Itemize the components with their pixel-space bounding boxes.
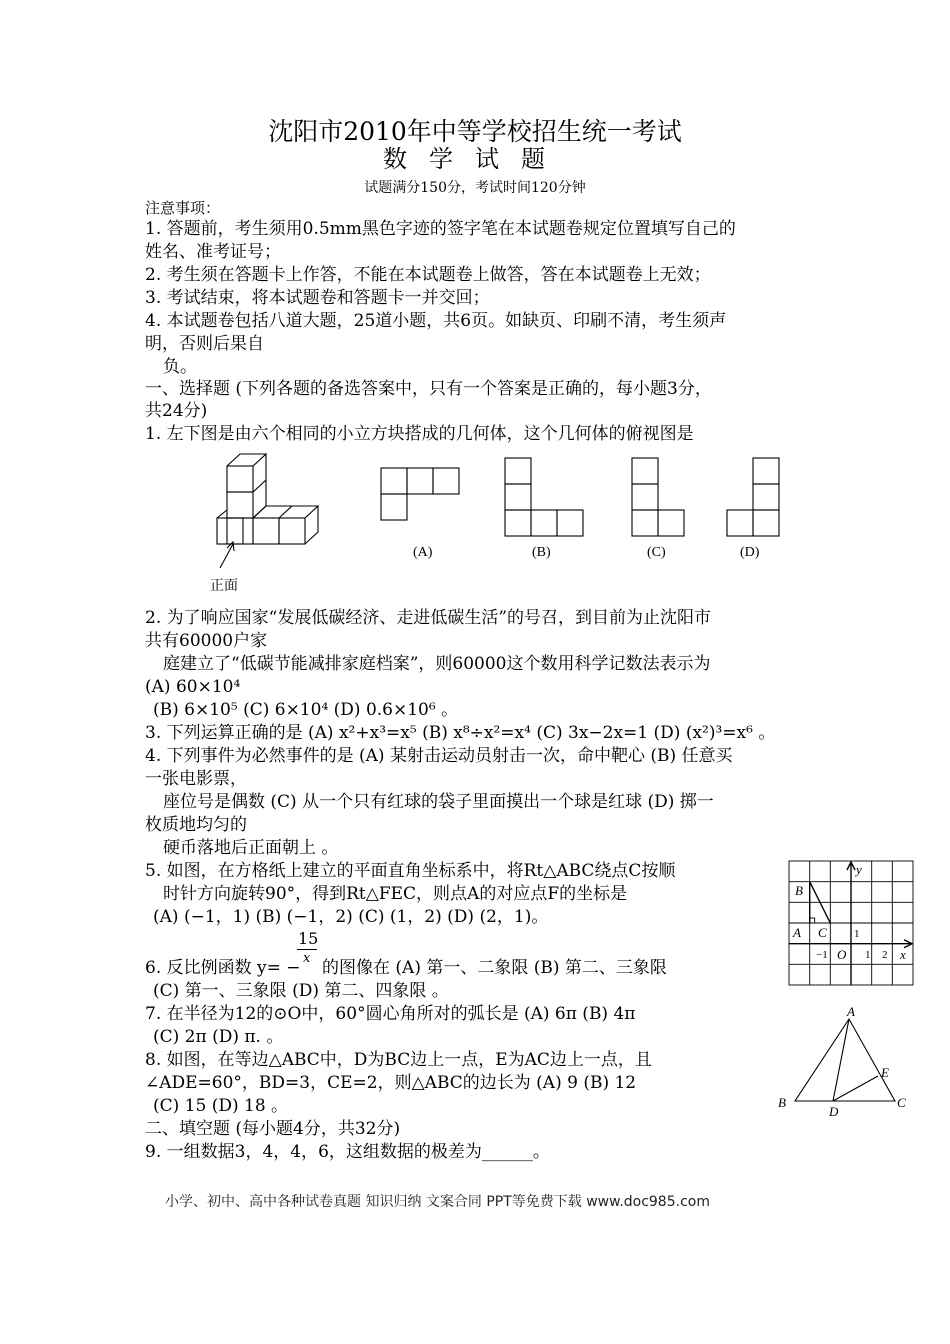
- q7-line: (C) 2π (D) π. 。: [153, 1027, 284, 1047]
- q5-tick-label: 1: [854, 928, 860, 940]
- q1-option-c-label: (C): [647, 545, 666, 560]
- q5-line: (A) (−1，1) (B) (−1，2) (C) (1，2) (D) (2，1)。: [153, 907, 549, 927]
- q8-line: ∠ADE=60°，BD=3，CE=2，则△ABC的边长为 (A) 9 (B) 12: [145, 1073, 637, 1093]
- q4-line: 硬币落地后正面朝上 。: [163, 838, 339, 858]
- q5-tick-label: 2: [882, 949, 888, 961]
- q5-point-b-label: B: [795, 883, 803, 898]
- q1-option-b-label: (B): [532, 545, 551, 560]
- q5-axis-y-label: y: [856, 862, 862, 877]
- q1-option-d: [727, 458, 779, 536]
- q4-line: 座位号是偶数 (C) 从一个只有红球的袋子里面摸出一个球是红球 (D) 掷一: [163, 792, 714, 812]
- exam-title: 沈阳市2010年中等学校招生统一考试: [268, 117, 682, 146]
- notice-line: 4. 本试题卷包括八道大题，25道小题，共6页。如缺页、印刷不清，考生须声: [145, 311, 727, 331]
- notice-line: 姓名、准考证号；: [145, 242, 281, 262]
- q5-tick-label: −1: [816, 949, 828, 961]
- q9-text: 9. 一组数据3，4，4，6，这组数据的极差为______。: [145, 1142, 550, 1162]
- q8-point-a-label: A: [847, 1004, 855, 1019]
- notice-line: 3. 考试结束，将本试题卷和答题卡一并交回；: [145, 288, 490, 308]
- q2-line: (B) 6×10⁵ (C) 6×10⁴ (D) 0.6×10⁶ 。: [153, 700, 459, 720]
- q5-origin-label: O: [837, 947, 847, 962]
- q8-point-d-label: D: [829, 1104, 839, 1119]
- q6-line: 的图像在 (A) 第一、二象限 (B) 第二、三象限: [322, 958, 667, 978]
- q2-line: 共有60000户家: [145, 631, 268, 651]
- q8-point-e-label: E: [881, 1065, 889, 1080]
- q1-solid-figure: [217, 454, 318, 568]
- q1-option-d-label: (D): [740, 545, 760, 560]
- q5-point-c-label: C: [818, 925, 827, 940]
- notice-line: 明，否则后果自: [145, 334, 264, 354]
- q5-point-a-label: A: [793, 925, 801, 940]
- q1-option-c: [632, 458, 684, 536]
- q8-line: (C) 15 (D) 18 。: [153, 1096, 289, 1116]
- q6-line: 6. 反比例函数 y= −: [145, 958, 301, 978]
- q1-text: 1. 左下图是由六个相同的小立方块搭成的几何体，这个几何体的俯视图是: [145, 424, 694, 444]
- q2-line: 2. 为了响应国家“发展低碳经济、走进低碳生活”的号召，到目前为止沈阳市: [145, 608, 712, 628]
- q6-fraction-numerator: 15: [298, 929, 319, 948]
- q4-line: 枚质地均匀的: [145, 815, 247, 835]
- q4-line: 4. 下列事件为必然事件的是 (A) 某射击运动员射击一次，命中靶心 (B) 任意买: [145, 746, 733, 766]
- exam-note: 试题满分150分，考试时间120分钟: [364, 180, 586, 196]
- q6-line: (C) 第一、三象限 (D) 第二、四象限 。: [153, 981, 449, 1001]
- q1-front-label: 正面: [210, 578, 238, 594]
- q5-line: 5. 如图，在方格纸上建立的平面直角坐标系中，将Rt△ABC绕点C按顺: [145, 861, 676, 881]
- notice-heading: 注意事项：: [145, 199, 221, 217]
- section1-heading: 一、选择题 (下列各题的备选答案中，只有一个答案是正确的，每小题3分，: [145, 379, 712, 399]
- notice-line: 2. 考生须在答题卡上作答，不能在本试题卷上做答，答在本试题卷上无效；: [145, 265, 711, 285]
- q1-option-a: [381, 468, 459, 520]
- q8-line: 8. 如图，在等边△ABC中，D为BC边上一点，E为AC边上一点，且: [145, 1050, 652, 1070]
- q8-triangle-figure: [775, 1004, 915, 1124]
- q6-fraction-denominator: x: [303, 951, 311, 966]
- q5-axis-x-label: x: [900, 947, 906, 962]
- notice-line: 1. 答题前，考生须用0.5mm黑色字迹的签字笔在本试题卷规定位置填写自己的: [145, 219, 736, 239]
- q8-point-c-label: C: [897, 1095, 906, 1110]
- q5-grid-figure: [788, 860, 918, 988]
- q3-text: 3. 下列运算正确的是 (A) x²+x³=x⁵ (B) x⁸÷x²=x⁴ (C) 3x−2x=1 (D) (x²)³=x⁶ 。: [145, 723, 776, 743]
- q5-line: 时针方向旋转90°，得到Rt△FEC，则点A的对应点F的坐标是: [163, 884, 628, 904]
- q2-line: 庭建立了“低碳节能减排家庭档案”，则60000这个数用科学记数法表示为: [163, 654, 711, 674]
- q7-line: 7. 在半径为12的⊙O中，60°圆心角所对的弧长是 (A) 6π (B) 4π: [145, 1004, 636, 1024]
- q1-option-a-label: (A): [413, 545, 433, 560]
- section1-heading-cont: 共24分): [145, 401, 208, 421]
- q8-point-b-label: B: [778, 1095, 786, 1110]
- exam-subtitle: 数学试题: [383, 145, 567, 173]
- q1-figures: [200, 448, 800, 598]
- q2-line: (A) 60×10⁴: [145, 677, 241, 697]
- notice-line: 负。: [163, 357, 197, 377]
- page-footer: 小学、初中、高中各种试卷真题 知识归纳 文案合同 PPT等免费下载 www.doc985.com: [165, 1194, 710, 1210]
- q4-line: 一张电影票，: [145, 769, 247, 789]
- section2-heading: 二、填空题 (每小题4分，共32分): [145, 1119, 401, 1139]
- q1-option-b: [505, 458, 583, 536]
- q5-tick-label: 1: [865, 949, 871, 961]
